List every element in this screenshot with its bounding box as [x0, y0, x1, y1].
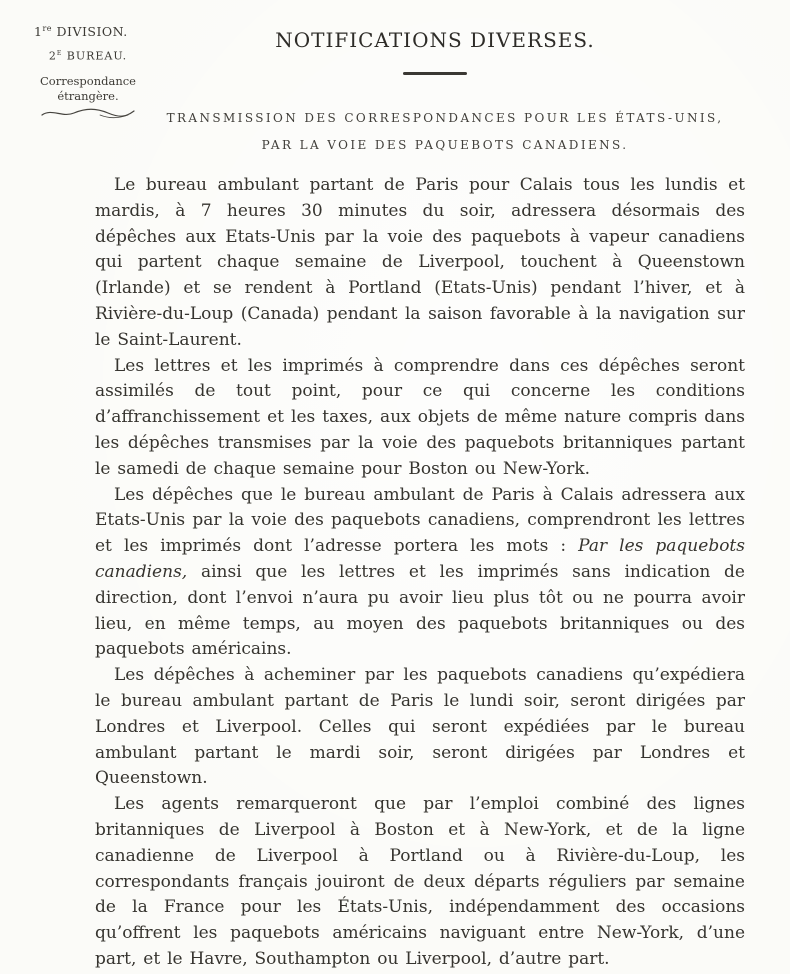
title-divider-rule: [403, 72, 467, 75]
subtitle-line-2: PAR LA VOIE DES PAQUEBOTS CANADIENS.: [261, 138, 629, 152]
paragraph-5: Les agents remarqueront que par l’emploi combiné des lignes britanniques de Liverpool à Boston et à New-York, et de la ligne canadienne de Liverpool à Portland ou à Rivière-du-Loup, les correspondants français jouiront de deux départs réguliers par semaine de la France pour les États-Unis, indépendamment des occasions qu’offrent les paquebots américains naviguant entre New-York, d’une part, et le Havre, Southampton ou Liverpool, d’autre part.: [95, 794, 745, 969]
paragraph-1: Le bureau ambulant partant de Paris pour Calais tous les lundis et mardis, à 7 heures 30 minutes du soir, adressera désormais des dépêches aux Etats-Unis par la voie des paquebots à vapeur canadiens qui partent chaque semaine de Liverpool, touchent à Queenstown (Irlande) et se rendent à Portland (Etats-Unis) pendant l’hiver, et à Rivière-du-Loup (Canada) pendant la saison favorable à la navigation sur le Saint-Laurent.: [95, 175, 745, 350]
division-word: DIVISION.: [52, 24, 128, 40]
bureau-word: BUREAU.: [62, 49, 128, 63]
correspondence-line-1: Correspondance: [40, 73, 136, 88]
paragraph-3-text-before: Les dépêches que le bureau ambulant de Paris à Calais adressera aux Etats-Unis par la voie des paquebots canadiens, comprendront les lettres et les imprimés dont l’adresse portera les mots :: [95, 484, 745, 557]
paragraph-2: Les lettres et les imprimés à comprendre dans ces dépêches seront assimilés de tout point, pour ce qui concerne les conditions d’affranchissement et les taxes, aux objets de même nature compris dans les dépêches transmises par la voie des paquebots britanniques partant le samedi de chaque semaine pour Boston ou New-York.: [95, 355, 745, 479]
bureau-number: 2: [48, 49, 57, 63]
division-ordinal: re: [42, 24, 53, 33]
division-label: [28, 24, 148, 39]
paragraph-3-italic-phrase: Par les paquebots canadiens,: [95, 536, 745, 582]
bureau-label: [28, 48, 148, 63]
paragraph-3-text-after: ainsi que les lettres et les imprimés sans indication de direction, dont l’envoi n’aura pu avoir lieu plus tôt ou ne pourra avoir lieu, en même temps, au moyen des paquebots britanniques ou des paquebots américains.: [95, 561, 745, 660]
page-title: NOTIFICATIONS DIVERSES.: [275, 28, 595, 52]
paragraph-3: [95, 483, 745, 664]
document-body: [0, 173, 790, 973]
bureau-ordinal: e: [56, 48, 63, 58]
correspondence-line-2: étrangère.: [57, 88, 119, 103]
division-number: 1: [34, 24, 43, 40]
flourish-underline-icon: [40, 106, 136, 120]
margin-note: [28, 24, 148, 120]
subtitle-line-1: TRANSMISSION DES CORRESPONDANCES POUR LES ÉTATS-UNIS,: [166, 111, 724, 125]
paragraph-4: Les dépêches à acheminer par les paquebots canadiens qu’expédiera le bureau ambulant partant de Paris le lundi soir, seront dirigées par Londres et Liverpool. Celles qui seront expédiées par le bureau ambulant partant le mardi soir, seront dirigées par Londres et Queenstown.: [95, 665, 745, 789]
correspondence-label: [28, 74, 148, 104]
